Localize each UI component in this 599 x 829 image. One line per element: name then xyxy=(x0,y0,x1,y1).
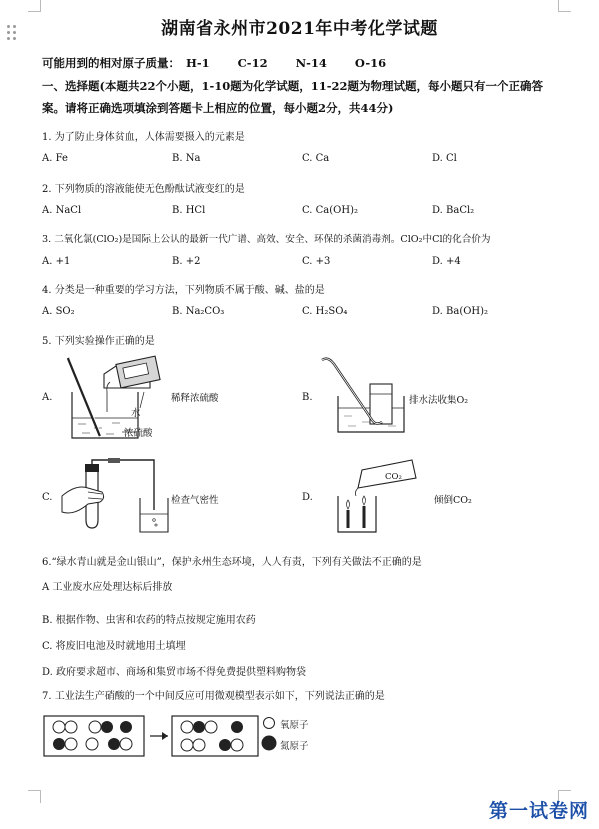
question-1-stem: 1. 为了防止身体贫血，人体需要摄入的元素是 xyxy=(42,132,245,143)
question-3-stem: 3. 二氧化氯(ClO₂)是国际上公认的最新一代广谱、高效、安全、环保的杀菌消毒剂。ClO₂中Cl的化合价为 xyxy=(42,234,491,245)
figure-d-letter: D. xyxy=(302,492,313,503)
question-7-stem: 7. 工业法生产硝酸的一个中间反应可用微观模型表示如下，下列说法正确的是 xyxy=(42,691,385,702)
q2-option-c: C. Ca(OH)₂ xyxy=(302,205,358,216)
q3-option-d: D. +4 xyxy=(432,256,461,267)
atomic-masses-label: 可能用到的相对原子质量： xyxy=(42,56,180,70)
section-heading: 一、选择题(本题共22个小题，1-10题为化学试题，11-22题为物理试题，每小题只有一个正确答案。请将正确选项填涂到答题卡上相应的位置，每小题2分，共44分) xyxy=(42,79,543,115)
atomic-masses-line xyxy=(42,55,414,71)
figure-c-airtightness-illustration xyxy=(58,458,170,534)
q1-option-c: C. Ca xyxy=(302,153,330,164)
q4-option-c: C. H₂SO₄ xyxy=(302,306,348,317)
q1-option-d: D. Cl xyxy=(432,153,457,164)
legend-oxygen-atom-icon xyxy=(262,716,276,730)
corner-mark-top-left xyxy=(28,0,41,12)
figure-c-letter: C. xyxy=(42,492,53,503)
atomic-mass-c: C-12 xyxy=(237,56,268,70)
question-3-options xyxy=(42,256,582,270)
legend-oxygen-label: 氧原子 xyxy=(280,720,309,731)
q7-reaction-model-diagram xyxy=(42,712,262,760)
legend-nitrogen-atom-icon xyxy=(260,734,278,752)
figure-d-bottle-label: CO₂ xyxy=(385,472,402,482)
q2-option-a: A. NaCl xyxy=(42,205,82,216)
q2-option-d: D. BaCl₂ xyxy=(432,205,475,216)
footer-watermark: 第一试卷网 xyxy=(488,800,589,822)
q6-option-b: B. 根据作物、虫害和农药的特点按规定施用农药 xyxy=(42,615,256,626)
figure-a-acid-label: 浓硫酸 xyxy=(124,428,153,439)
q1-option-a: A. Fe xyxy=(42,153,68,164)
q4-option-b: B. Na₂CO₃ xyxy=(172,306,225,317)
figure-d-pour-co2-illustration xyxy=(318,456,418,536)
figure-a-letter: A. xyxy=(42,392,53,403)
figure-d-caption: 倾倒CO₂ xyxy=(434,495,472,506)
figure-b-gas-collection-illustration xyxy=(318,356,408,436)
question-2-options xyxy=(42,205,582,219)
atomic-mass-h: H-1 xyxy=(186,56,210,70)
question-4-options xyxy=(42,306,582,320)
figure-b-letter: B. xyxy=(302,392,313,403)
question-4-stem: 4. 分类是一种重要的学习方法，下列物质不属于酸、碱、盐的是 xyxy=(42,285,325,296)
figure-a-caption: 稀释浓硫酸 xyxy=(171,393,219,404)
q3-option-b: B. +2 xyxy=(172,256,201,267)
q4-option-a: A. SO₂ xyxy=(42,306,75,317)
figure-c-caption: 检查气密性 xyxy=(171,495,219,506)
q1-option-b: B. Na xyxy=(172,153,201,164)
q3-option-c: C. +3 xyxy=(302,256,331,267)
question-1-options xyxy=(42,153,582,167)
q6-option-c: C. 将废旧电池及时就地用土填埋 xyxy=(42,641,186,652)
question-2-stem: 2. 下列物质的溶液能使无色酚酞试液变红的是 xyxy=(42,184,245,195)
q3-option-a: A. +1 xyxy=(42,256,71,267)
figure-b-caption: 排水法收集O₂ xyxy=(409,395,469,406)
page-title: 湖南省永州市2021年中考化学试题 xyxy=(161,19,438,39)
atomic-mass-n: N-14 xyxy=(295,56,327,70)
question-5-stem: 5. 下列实验操作正确的是 xyxy=(42,336,155,347)
corner-mark-bottom-left xyxy=(28,790,41,803)
q6-option-d: D. 政府要求超市、商场和集贸市场不得免费提供塑料购物袋 xyxy=(42,667,307,678)
q2-option-b: B. HCl xyxy=(172,205,206,216)
corner-mark-top-right xyxy=(558,0,571,12)
question-6-stem: 6.“绿水青山就是金山银山”，保护永州生态环境，人人有责，下列有关做法不正确的是 xyxy=(42,557,422,568)
legend-nitrogen-label: 氮原子 xyxy=(280,741,309,752)
atomic-mass-o: O-16 xyxy=(354,56,387,70)
q4-option-d: D. Ba(OH)₂ xyxy=(432,306,489,317)
q6-option-a: A 工业废水应处理达标后排放 xyxy=(42,582,173,593)
figure-a-water-label: 水 xyxy=(131,408,141,419)
